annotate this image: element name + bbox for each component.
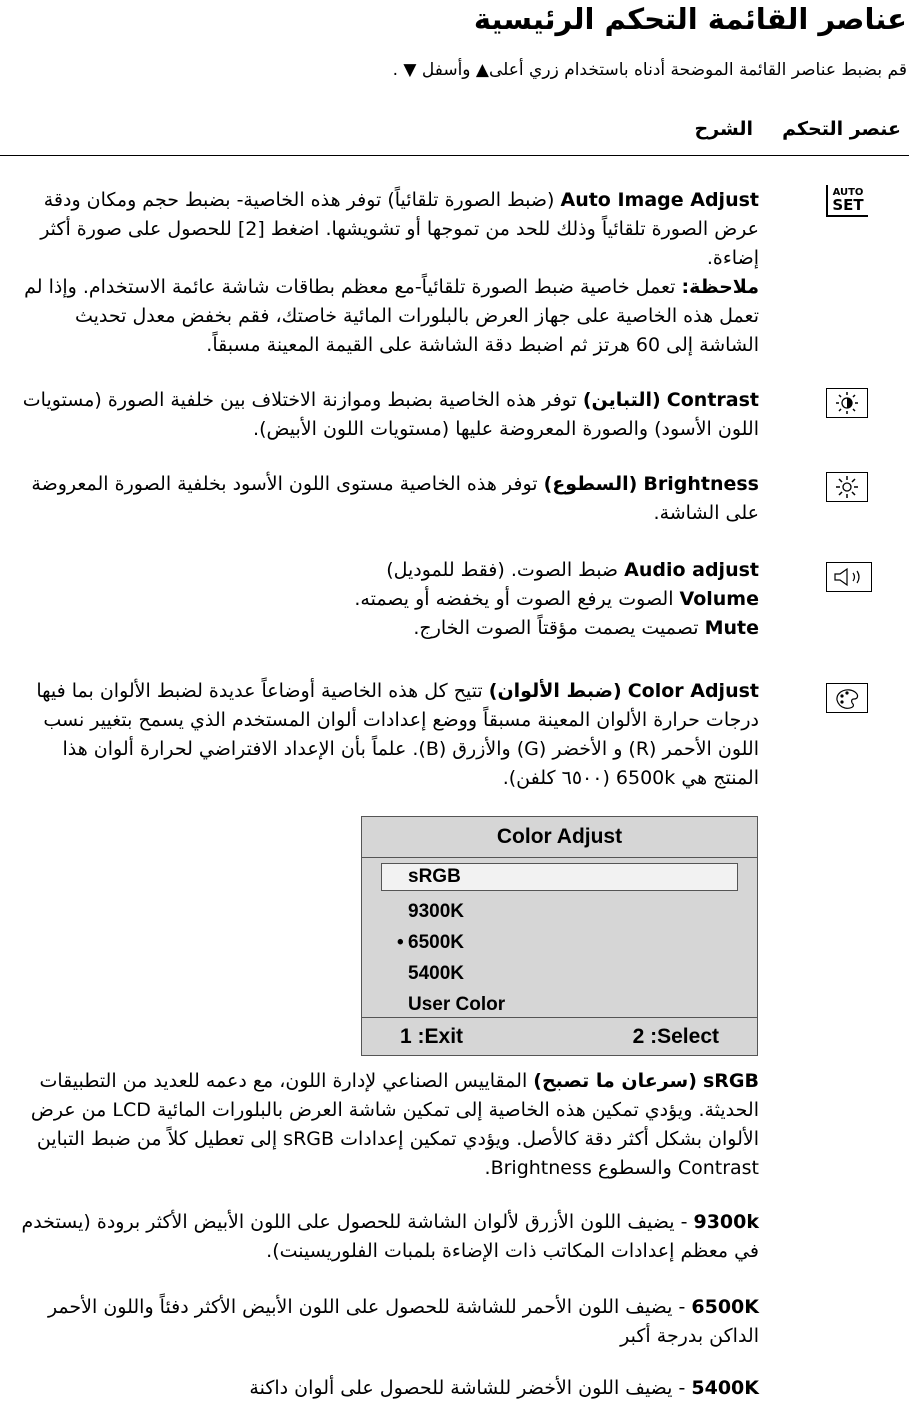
mute-text: تصميت يصمت مؤقتاً الصوت الخارج. <box>413 617 699 639</box>
menu-item-user-color[interactable]: User Color <box>408 994 506 1015</box>
srgb-desc <box>0 1067 759 1183</box>
k6500-name: 6500K <box>691 1296 759 1318</box>
note-paragraph <box>14 273 759 360</box>
menu-item-6500k[interactable] <box>381 927 738 958</box>
palette-icon <box>826 683 868 713</box>
k6500-text: - يضيف اللون الأحمر للشاشة للحصول على اللون الأبيض الأكثر دفئاً واللون الأحمر الداكن بدرجة أكبر <box>47 1296 759 1347</box>
current-marker: • <box>397 932 404 953</box>
header-description: الشرح <box>694 118 753 140</box>
color-adjust-label: (ضبط الألوان) <box>488 680 622 702</box>
k5400-name: 5400K <box>691 1377 759 1399</box>
k9300-desc <box>14 1208 759 1266</box>
auto-adjust-text: (ضبط الصورة تلقائياً) توفر هذه الخاصية- بضبط حجم ومكان ودقة عرض الصورة تلقائياً وذلك للحد من تموجها أو تشويشها. اضغط [2] للحصول على صورة أكثر إضاءة. <box>40 189 759 269</box>
srgb-label: (سرعان ما تصبح) <box>533 1070 697 1092</box>
note-label: ملاحظة: <box>681 276 759 298</box>
menu-list <box>381 863 738 1020</box>
menu-footer <box>362 1017 757 1055</box>
brightness-icon <box>826 472 868 502</box>
color-adjust-name: Color Adjust <box>627 680 759 702</box>
auto-icon-bottom: SET <box>832 195 864 214</box>
color-adjust-menu <box>361 816 758 1056</box>
contrast-label: (التباين) <box>582 389 661 411</box>
auto-set-icon <box>826 185 868 217</box>
mute-label: Mute <box>704 617 759 639</box>
brightness-desc <box>14 470 759 528</box>
auto-adjust-desc <box>14 186 759 273</box>
menu-item-6500k-label: 6500K <box>408 932 464 953</box>
auto-icon-top: AUTO <box>832 186 864 198</box>
menu-item-5400k[interactable]: 5400K <box>408 963 464 984</box>
header-divider <box>0 155 909 156</box>
color-adjust-desc <box>14 677 759 793</box>
volume-text: الصوت يرفع الصوت أو يخفضه أو يصمته. <box>354 588 674 610</box>
k5400-text: - يضيف اللون الأخضر للشاشة للحصول على ألوان داكنة <box>249 1377 686 1399</box>
auto-adjust-name: Auto Image Adjust <box>560 189 759 211</box>
menu-exit-hint: 1 :Exit <box>400 1025 464 1048</box>
menu-item-9300k[interactable]: 9300K <box>408 901 464 922</box>
speaker-icon <box>826 562 872 592</box>
contrast-name: Contrast <box>666 389 759 411</box>
contrast-desc <box>14 386 759 444</box>
brightness-name: Brightness <box>643 473 759 495</box>
header-control: عنصر التحكم <box>782 118 901 140</box>
srgb-name: sRGB <box>702 1070 759 1092</box>
audio-text: ضبط الصوت. (فقط للموديل) <box>386 559 619 581</box>
k9300-name: 9300k <box>693 1211 759 1233</box>
brightness-label: (السطوع) <box>543 473 638 495</box>
note-text: تعمل خاصية ضبط الصورة تلقائياً-مع معظم بطاقات شاشة عائمة الاستخدام. وإذا لم تعمل هذه الخاصية على جهاز العرض بالبلورات المائية خاصتك، فقم بخفض معدل تحديث الشاشة إلى 60 هرتز ثم اضبط دقة الشاشة على القيمة المعينة مسبقاً. <box>24 276 759 356</box>
color-adjust-text: تتيح كل هذه الخاصية أوضاعاً عديدة لضبط الألوان بما فيها درجات حرارة الألوان المعينة مسبقاً ووضع إعدادات ألوان المستخدم الذي يسمح بتغيير نسب اللون الأحمر (R) و الأخضر (G) والأزرق (B). علماً بأن الإعداد الافتراضي لحرارة ألوان هذا المنتج هي 6500k (٦٥٠٠ كلفن). <box>36 680 759 789</box>
brightness-text: توفر هذه الخاصية مستوى اللون الأسود بخلفية الصورة المعروضة على الشاشة. <box>31 473 759 524</box>
volume-label: Volume <box>679 588 759 610</box>
audio-name: Audio adjust <box>624 559 759 581</box>
menu-title: Color Adjust <box>362 817 757 858</box>
k6500-desc <box>14 1293 759 1351</box>
menu-select-hint: 2 :Select <box>632 1025 719 1048</box>
srgb-text: المقاييس الصناعي لإدارة اللون، مع دعمه للعديد من التطبيقات الحديثة. ويؤدي تمكين هذه الخاصية إلى تمكين شاشة العرض بالبلورات المائية LCD من عرض الألوان بشكل أكثر دقة كالأصل. ويؤدي تمكين إعدادات sRGB إلى تعطيل كلاً من ضبط التباين Contrast والسطوع Brightness. <box>30 1070 759 1179</box>
contrast-icon <box>826 388 868 418</box>
k9300-text: - يضيف اللون الأزرق لألوان الشاشة للحصول على اللون الأبيض الأكثر برودة (يستخدم في معظم إعدادات المكاتب ذات الإضاءة بلمبات الفلوريسينت). <box>21 1211 759 1262</box>
audio-desc <box>14 556 759 643</box>
contrast-text: توفر هذه الخاصية بضبط وموازنة الاختلاف بين خلفية الصورة (مستويات اللون الأسود) والصورة المعروضة عليها (مستويات اللون الأبيض). <box>22 389 759 440</box>
menu-item-srgb[interactable]: sRGB <box>381 863 738 891</box>
page-title: عناصر القائمة التحكم الرئيسية <box>473 2 907 36</box>
intro-text: قم بضبط عناصر القائمة الموضحة أدناه باستخدام زري أعلى▲ وأسفل ▼ . <box>392 60 907 80</box>
